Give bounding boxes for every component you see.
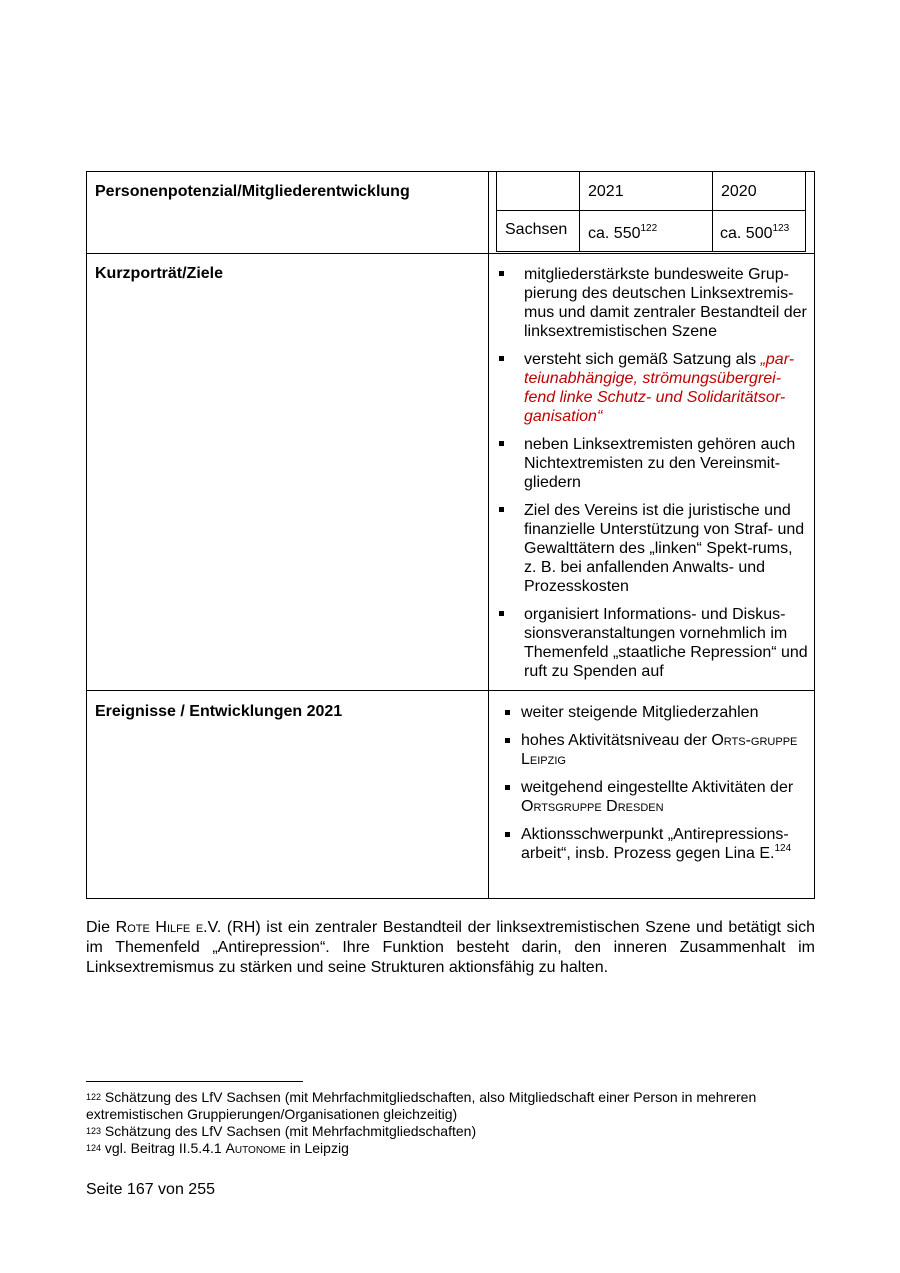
table-column-divider bbox=[488, 172, 489, 898]
footnote-124: $^{124}$ vgl. Beitrag II.5.4.1 Autonome in Leipzig bbox=[86, 1140, 349, 1156]
row-label-ereignisse: Ereignisse / Entwicklungen 2021 bbox=[95, 703, 343, 720]
list-item: neben Linksextremisten gehören auch Nichtextremisten zu den Vereinsmit-gliedern bbox=[498, 435, 808, 492]
org-name: Rote Hilfe e.V. bbox=[115, 919, 222, 936]
bullet-icon bbox=[505, 832, 510, 837]
bullet-icon bbox=[499, 507, 504, 512]
stats-table bbox=[496, 172, 806, 252]
stats-year-2020: 2020 bbox=[721, 183, 757, 200]
intro-paragraph: Die Rote Hilfe e.V. (RH) ist ein zentraler Bestandteil der linksextremistischen Szene und betätigt sich im Themenfeld „Antirepression“. Ihre Funktion besteht darin, den inneren Zusammenhalt im Linksextremismus zu stärken und seine Strukturen aktionsfähig zu halten. bbox=[86, 919, 815, 976]
table-row-divider bbox=[87, 690, 814, 691]
table-row-divider bbox=[87, 253, 814, 254]
row-label-kurzportraet: Kurzporträt/Ziele bbox=[95, 265, 224, 282]
bullet-icon bbox=[499, 271, 504, 276]
footnote-123: $^{123}$ Schätzung des LfV Sachsen (mit Mehrfachmitgliedschaften) bbox=[86, 1123, 477, 1139]
stats-divider bbox=[579, 172, 580, 251]
list-item: organisiert Informations- und Diskus-sionsveranstaltungen vornehmlich im Themenfeld „staatliche Repression“ und ruft zu Spenden auf bbox=[498, 605, 808, 681]
stats-year-2021: 2021 bbox=[588, 183, 624, 200]
ziele-list bbox=[498, 265, 808, 690]
list-item: versteht sich gemäß Satzung als „par-teiunabhängige, strömungsübergrei-fend linke Schutz- und Solidaritätsor-ganisation“ bbox=[498, 350, 808, 426]
bullet-icon bbox=[499, 611, 504, 616]
stats-value-2021: ca. $550^{122}$ bbox=[588, 222, 658, 242]
events-list bbox=[498, 703, 810, 872]
row-label-personenpotenzial: Personenpotenzial/Mitgliederentwicklung bbox=[95, 183, 410, 200]
stats-divider bbox=[497, 210, 805, 211]
bullet-icon bbox=[499, 356, 504, 361]
page-number: Seite 167 von 255 bbox=[86, 1181, 215, 1198]
profile-table bbox=[86, 171, 815, 899]
bullet-icon bbox=[505, 738, 510, 743]
footnote-122: $^{122}$ Schätzung des LfV Sachsen (mit Mehrfachmitgliedschaften, also Mitgliedschaft einer Person in mehreren extremistischen Gruppierungen/Organisationen gleichzeitig) bbox=[86, 1089, 757, 1122]
footnotes bbox=[86, 1089, 815, 1157]
stats-divider bbox=[712, 172, 713, 251]
list-item: Aktionsschwerpunkt „Antirepressions-arbeit“, insb. Prozess gegen Lina E.$^{124}$ bbox=[498, 825, 810, 863]
stats-region: Sachsen bbox=[505, 221, 568, 238]
bullet-icon bbox=[499, 441, 504, 446]
stats-value-2020: ca. $500^{123}$ bbox=[720, 222, 790, 242]
list-item: weitgehend eingestellte Aktivitäten der Ortsgruppe Dresden bbox=[498, 778, 810, 816]
satzung-quote: „par-teiunabhängige, strömungsübergrei-fend linke Schutz- und Solidaritätsor-ganisation“ bbox=[524, 351, 795, 425]
list-item: mitgliederstärkste bundesweite Grup-pierung des deutschen Linksextremis-mus und damit zentraler Bestandteil der linksextremistischen Szene bbox=[498, 265, 808, 341]
bullet-icon bbox=[505, 785, 510, 790]
list-item: hohes Aktivitätsniveau der Orts-gruppe Leipzig bbox=[498, 731, 810, 769]
bullet-icon bbox=[505, 710, 510, 715]
list-item: Ziel des Vereins ist die juristische und finanzielle Unterstützung von Straf- und Gewalttätern des „linken“ Spekt-rums, z. B. bei anfallenden Anwalts- und Prozesskosten bbox=[498, 501, 808, 596]
footnote-separator bbox=[86, 1081, 303, 1082]
list-item: weiter steigende Mitgliederzahlen bbox=[498, 703, 810, 722]
